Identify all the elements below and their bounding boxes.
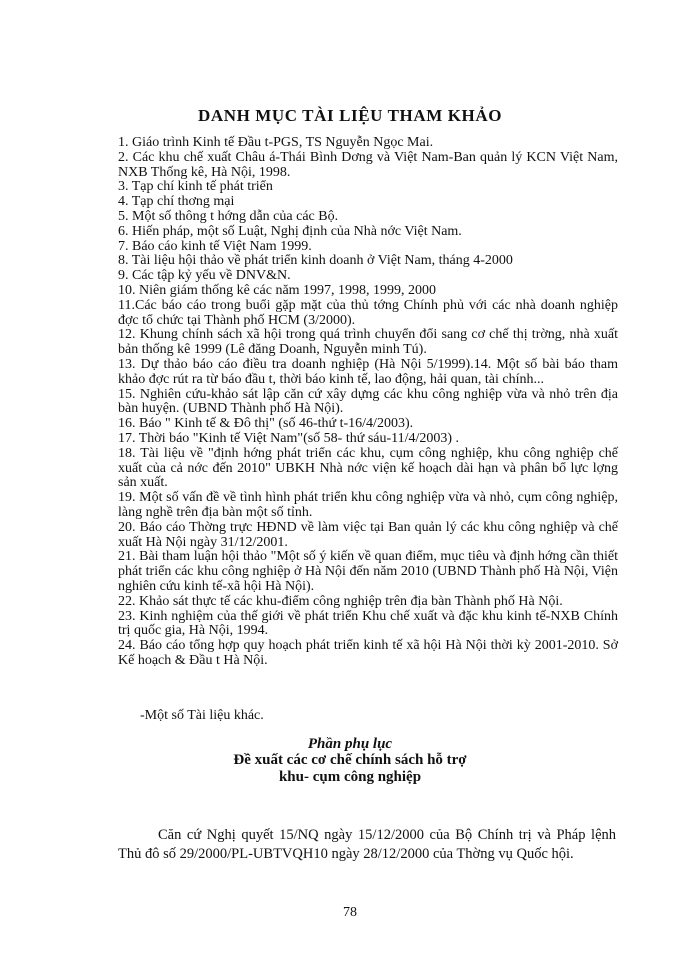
reference-item: 10. Niên giám thống kê các năm 1997, 1998, 1999, 2000 xyxy=(118,282,437,298)
reference-item: 24. Báo cáo tổng hợp quy hoạch phát triển kinh tế xã hội Hà Nội thời kỳ 2001-2010. Sở Kế hoạch & Đầu t Hà Nội. xyxy=(118,638,618,668)
appendix-title-line: Đề xuất các cơ chế chính sách hỗ trợ xyxy=(233,752,467,768)
reference-item: 23. Kinh nghiệm của thế giới về phát triển Khu chế xuất và đặc khu kinh tế-NXB Chính trị quốc gia, Hà Nội, 1994. xyxy=(118,608,618,639)
reference-item: 13. Dự thảo báo cáo điều tra doanh nghiệp (Hà Nội 5/1999).14. Một số bài báo tham khảo đợc rút ra từ báo đầu t, thời báo kinh tế, lao động, hải quan, tài chính... xyxy=(118,356,618,387)
other-documents-note: -Một số Tài liệu khác. xyxy=(140,708,264,723)
reference-item: 15. Nghiên cứu-khảo sát lập căn cứ xây dựng các khu công nghiệp vừa và nhỏ trên địa bàn huyện. (UBND Thành phố Hà Nội). xyxy=(118,386,618,417)
reference-item: 9. Các tập kỷ yếu về DNV&N. xyxy=(118,268,291,284)
page-number: 78 xyxy=(343,905,357,920)
reference-item: 4. Tạp chí thơng mại xyxy=(118,194,235,210)
reference-item: 16. Báo " Kinh tế & Đô thị" (số 46-thứ t-16/4/2003). xyxy=(118,416,414,432)
reference-item: 19. Một số vấn đề về tình hình phát triển khu công nghiệp vừa và nhỏ, cụm công nghiệp, làng nghề trên địa bàn một số tỉnh. xyxy=(118,490,618,520)
reference-item: 20. Báo cáo Thờng trực HĐND về làm việc tại Ban quản lý các khu công nghiệp và chế xuất Hà Nội ngày 31/12/2001. xyxy=(118,519,618,550)
reference-item: 22. Khảo sát thực tế các khu-điểm công nghiệp trên địa bàn Thành phố Hà Nội. xyxy=(118,593,563,609)
reference-item: 2. Các khu chế xuất Châu á-Thái Bình Dơng và Việt Nam-Ban quản lý KCN Việt Nam, NXB Thống kê, Hà Nội, 1998. xyxy=(118,149,618,180)
reference-item: 8. Tài liệu hội thảo về phát triển kinh doanh ở Việt Nam, tháng 4-2000 xyxy=(118,253,513,269)
reference-item: 11.Các báo cáo trong buổi gặp mặt của thủ tớng Chính phủ với các nhà doanh nghiệp đợc tổ chức tại Thành phố HCM (3/2000). xyxy=(118,297,618,328)
reference-item: 18. Tài liệu về "định hớng phát triển các khu, cụm công nghiệp, khu công nghiệp chế xuất của cả nớc đến 2010" UBKH Nhà nớc viện kế hoạch dài hạn và phân bổ lực lợng sản xuất. xyxy=(118,445,618,491)
reference-item: 1. Giáo trình Kinh tế Đầu t-PGS, TS Nguyễn Ngọc Mai. xyxy=(118,135,434,150)
reference-item: 17. Thời báo "Kinh tế Việt Nam"(số 58- thứ sáu-11/4/2003) . xyxy=(118,430,460,446)
reference-item: 6. Hiến pháp, một số Luật, Nghị định của Nhà nớc Việt Nam. xyxy=(118,223,462,239)
reference-item: 7. Báo cáo kinh tế Việt Nam 1999. xyxy=(118,238,312,254)
appendix-title-line: khu- cụm công nghiệp xyxy=(278,769,422,785)
reference-item: 3. Tạp chí kinh tế phát triển xyxy=(118,179,273,195)
page-title: DANH MỤC TÀI LIỆU THAM KHẢO xyxy=(197,106,503,125)
appendix-label: Phần phụ lục xyxy=(307,736,393,752)
reference-item: 12. Khung chính sách xã hội trong quá trình chuyển đổi sang cơ chế thị trờng, nhà xuất bản thống kê 1999 (Lê đăng Doanh, Nguyễn minh Tú). xyxy=(118,327,618,358)
appendix-title xyxy=(0,752,700,786)
body-paragraph: Căn cứ Nghị quyết 15/NQ ngày 15/12/2000 của Bộ Chính trị và Pháp lệnh Thủ đô số 29/2000/PL-UBTVQH10 ngày 28/12/2000 của Thờng vụ Quốc hội. xyxy=(118,827,616,862)
reference-list xyxy=(118,136,618,669)
reference-item: 21. Bài tham luận hội thảo "Một số ý kiến về quan điểm, mục tiêu và định hớng cần thiết phát triển các khu công nghiệp ở Hà Nội đến năm 2010 (UBND Thành phố Hà Nội, Viện nghiên cứu kinh tế-xã hội Hà Nội). xyxy=(118,549,618,594)
reference-item: 5. Một số thông t hớng dẫn của các Bộ. xyxy=(118,208,339,224)
